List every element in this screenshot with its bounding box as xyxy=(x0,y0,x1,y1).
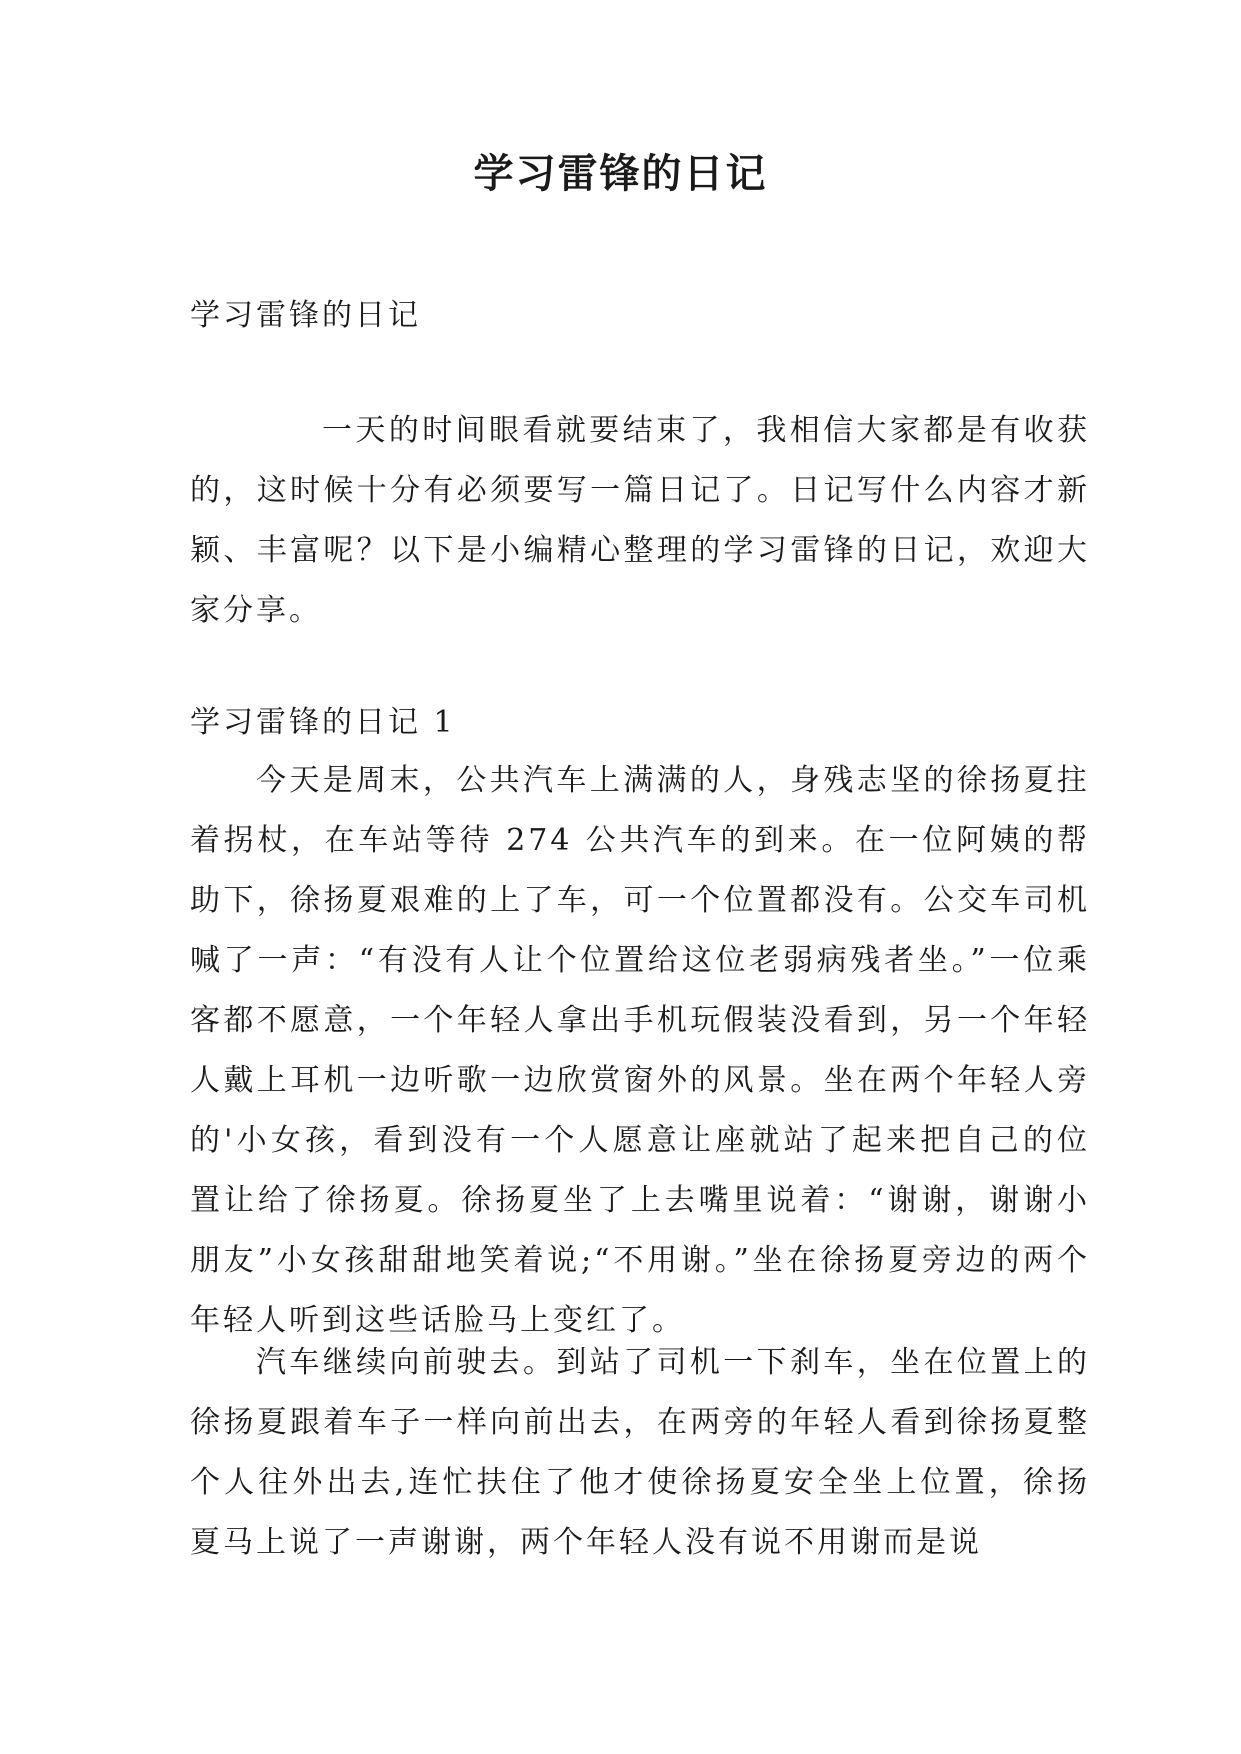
section-heading: 学习雷锋的日记 1 xyxy=(190,705,456,740)
body-paragraph-2: 汽车继续向前驶去。到站了司机一下刹车，坐在位置上的徐扬夏跟着车子一样向前出去，在两旁的年轻人看到徐扬夏整个人往外出去,连忙扶住了他才使徐扬夏安全坐上位置，徐扬夏马上说了一声谢谢，两个年轻人没有说不用谢而是说 xyxy=(190,1345,1090,1560)
body-paragraph-1: 今天是周末，公共汽车上满满的人，身残志坚的徐扬夏拄着拐杖，在车站等待 274 公共汽车的到来。在一位阿姨的帮助下，徐扬夏艰难的上了车，可一个位置都没有。公交车司机喊了一声：“有没有人让个位置给这位老弱病残者坐。”一位乘客都不愿意，一个年轻人拿出手机玩假装没看到，另一个年轻人戴上耳机一边听歌一边欣赏窗外的风景。坐在两个年轻人旁的'小女孩，看到没有一个人愿意让座就站了起来把自己的位置让给了徐扬夏。徐扬夏坐了上去嘴里说着：“谢谢，谢谢小朋友”小女孩甜甜地笑着说;“不用谢。”坐在徐扬夏旁边的两个年轻人听到这些话脸马上变红了。 xyxy=(190,763,1090,1338)
document-title: 学习雷锋的日记 xyxy=(473,151,768,197)
document-subtitle: 学习雷锋的日记 xyxy=(190,298,421,333)
intro-paragraph: 一天的时间眼看就要结束了，我相信大家都是有收获的，这时候十分有必须要写一篇日记了。日记写什么内容才新颖、丰富呢？以下是小编精心整理的学习雷锋的日记，欢迎大家分享。 xyxy=(190,413,1090,628)
